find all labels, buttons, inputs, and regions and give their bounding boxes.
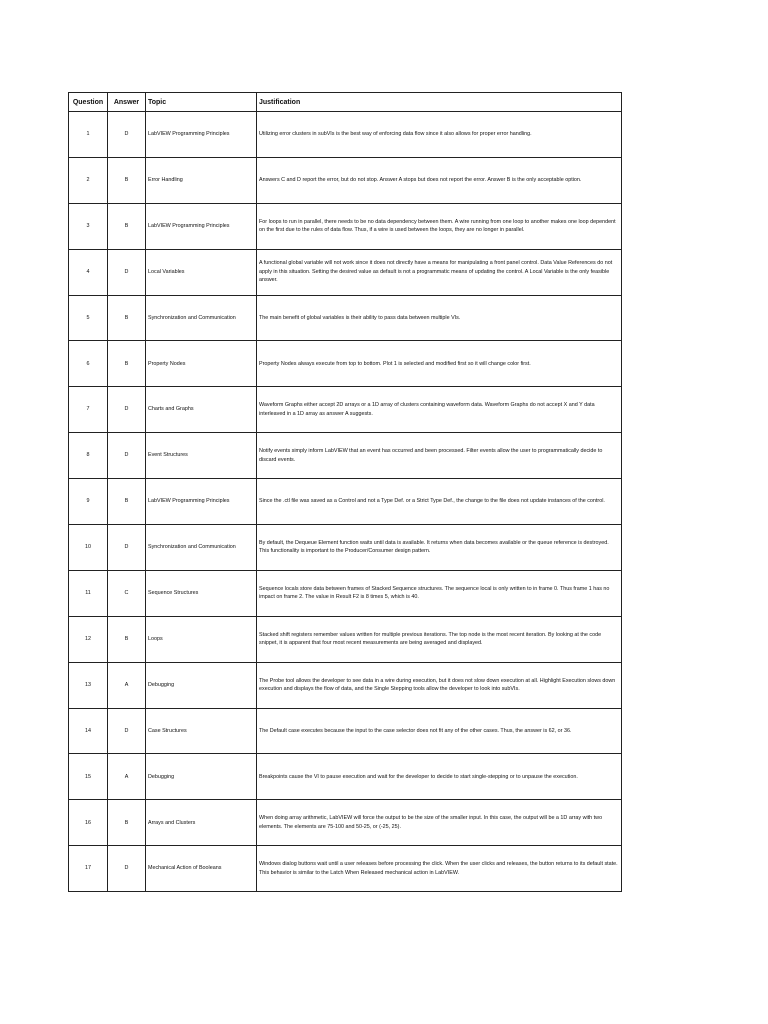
question-number: 12 [69,616,108,662]
answer-letter: D [108,846,146,892]
topic-cell: Synchronization and Communication [146,525,257,571]
table-row [69,525,622,571]
justification-cell: Notify events simply inform LabVIEW that an event has occurred and been processed. Filter events allow the user to programmatically decide to discard events. [257,433,622,479]
table-row [69,479,622,525]
topic-cell: Arrays and Clusters [146,800,257,846]
justification-cell: The main benefit of global variables is their ability to pass data between multiple VIs. [257,295,622,341]
question-number: 4 [69,249,108,295]
justification-cell: Sequence locals store data between frames of Stacked Sequence structures. The sequence local is only written to in frame 0. Thus frame 1 has no impact on frame 2. The value in Result F2 is 8 times 5, which is 40. [257,570,622,616]
justification-cell: For loops to run in parallel, there needs to be no data dependency between them. A wire running from one loop to another makes one loop dependent on the first due to the rules of data flow. Thus, if a wire is used between the loops, they are no longer in parallel. [257,203,622,249]
question-number: 14 [69,708,108,754]
topic-cell: Debugging [146,754,257,800]
header-justification: Justification [257,93,622,112]
answer-letter: B [108,157,146,203]
topic-cell: Debugging [146,662,257,708]
answer-letter: D [108,387,146,433]
justification-cell: Waveform Graphs either accept 2D arrays or a 1D array of clusters containing waveform data. Waveform Graphs do not accept X and Y data interleaved in a 1D array as answer A suggests. [257,387,622,433]
answer-letter: B [108,479,146,525]
question-number: 13 [69,662,108,708]
answer-key-table [68,92,622,892]
table-row [69,341,622,387]
answer-letter: B [108,341,146,387]
justification-cell: Since the .ctl file was saved as a Control and not a Type Def. or a Strict Type Def., the change to the file does not update instances of the control. [257,479,622,525]
answer-letter: B [108,616,146,662]
question-number: 7 [69,387,108,433]
question-number: 1 [69,112,108,158]
table-row [69,112,622,158]
topic-cell: Synchronization and Communication [146,295,257,341]
table-row [69,846,622,892]
justification-cell: The Default case executes because the input to the case selector does not fit any of the other cases. Thus, the answer is 62, or 36. [257,708,622,754]
topic-cell: Error Handling [146,157,257,203]
question-number: 8 [69,433,108,479]
topic-cell: LabVIEW Programming Principles [146,479,257,525]
answer-letter: B [108,203,146,249]
answer-letter: D [108,525,146,571]
table-row [69,800,622,846]
topic-cell: Sequence Structures [146,570,257,616]
justification-cell: A functional global variable will not work since it does not directly have a means for manipulating a front panel control. Data Value References do not apply in this situation. Setting the desired value as default is not a programmatic means of updating the control. A Local Variable is the only feasible answer. [257,249,622,295]
topic-cell: Loops [146,616,257,662]
table-row [69,570,622,616]
topic-cell: Mechanical Action of Booleans [146,846,257,892]
header-answer: Answer [108,93,146,112]
table-row [69,387,622,433]
justification-cell: Answers C and D report the error, but do not stop. Answer A stops but does not report the error. Answer B is the only acceptable option. [257,157,622,203]
justification-cell: Windows dialog buttons wait until a user releases before processing the click. When the user clicks and releases, the button returns to its default state. This behavior is similar to the Latch When Released mechanical action in LabVIEW. [257,846,622,892]
topic-cell: Charts and Graphs [146,387,257,433]
table-row [69,203,622,249]
justification-cell: Utilizing error clusters in subVIs is the best way of enforcing data flow since it also allows for proper error handling. [257,112,622,158]
question-number: 9 [69,479,108,525]
answer-letter: A [108,662,146,708]
header-topic: Topic [146,93,257,112]
question-number: 3 [69,203,108,249]
justification-cell: Property Nodes always execute from top to bottom. Plot 1 is selected and modified first so it will change color first. [257,341,622,387]
answer-letter: D [108,112,146,158]
justification-cell: The Probe tool allows the developer to see data in a wire during execution, but it does not slow down execution at all. Highlight Execution slows down execution and displays the flow of data, and the Single Stepping tools allow the developer to look into subVIs. [257,662,622,708]
justification-cell: When doing array arithmetic, LabVIEW will force the output to be the size of the smaller input. In this case, the output will be a 1D array with two elements. The elements are 75-100 and 50-25, or (-25, 25). [257,800,622,846]
question-number: 15 [69,754,108,800]
justification-cell: Stacked shift registers remember values written for multiple previous iterations. The top node is the most recent iteration. By looking at the code snippet, it is apparent that four most recent measurements are being averaged and displayed. [257,616,622,662]
answer-letter: D [108,249,146,295]
table-row [69,754,622,800]
table-row [69,249,622,295]
question-number: 16 [69,800,108,846]
answer-letter: B [108,295,146,341]
table-row [69,433,622,479]
answer-letter: C [108,570,146,616]
answer-letter: A [108,754,146,800]
table-row [69,662,622,708]
question-number: 10 [69,525,108,571]
table-row [69,616,622,662]
topic-cell: Event Structures [146,433,257,479]
justification-cell: By default, the Dequeue Element function waits until data is available. It returns when data becomes available or the queue reference is destroyed. This functionality is important to the Producer/Consumer design pattern. [257,525,622,571]
justification-cell: Breakpoints cause the VI to pause execution and wait for the developer to decide to start single-stepping or to unpause the execution. [257,754,622,800]
topic-cell: Property Nodes [146,341,257,387]
topic-cell: LabVIEW Programming Principles [146,112,257,158]
answer-letter: B [108,800,146,846]
question-number: 5 [69,295,108,341]
header-row [69,93,622,112]
topic-cell: Local Variables [146,249,257,295]
table-row [69,295,622,341]
topic-cell: LabVIEW Programming Principles [146,203,257,249]
topic-cell: Case Structures [146,708,257,754]
question-number: 11 [69,570,108,616]
header-question: Question [69,93,108,112]
table-row [69,157,622,203]
question-number: 6 [69,341,108,387]
answer-letter: D [108,708,146,754]
question-number: 17 [69,846,108,892]
answer-letter: D [108,433,146,479]
question-number: 2 [69,157,108,203]
table-row [69,708,622,754]
